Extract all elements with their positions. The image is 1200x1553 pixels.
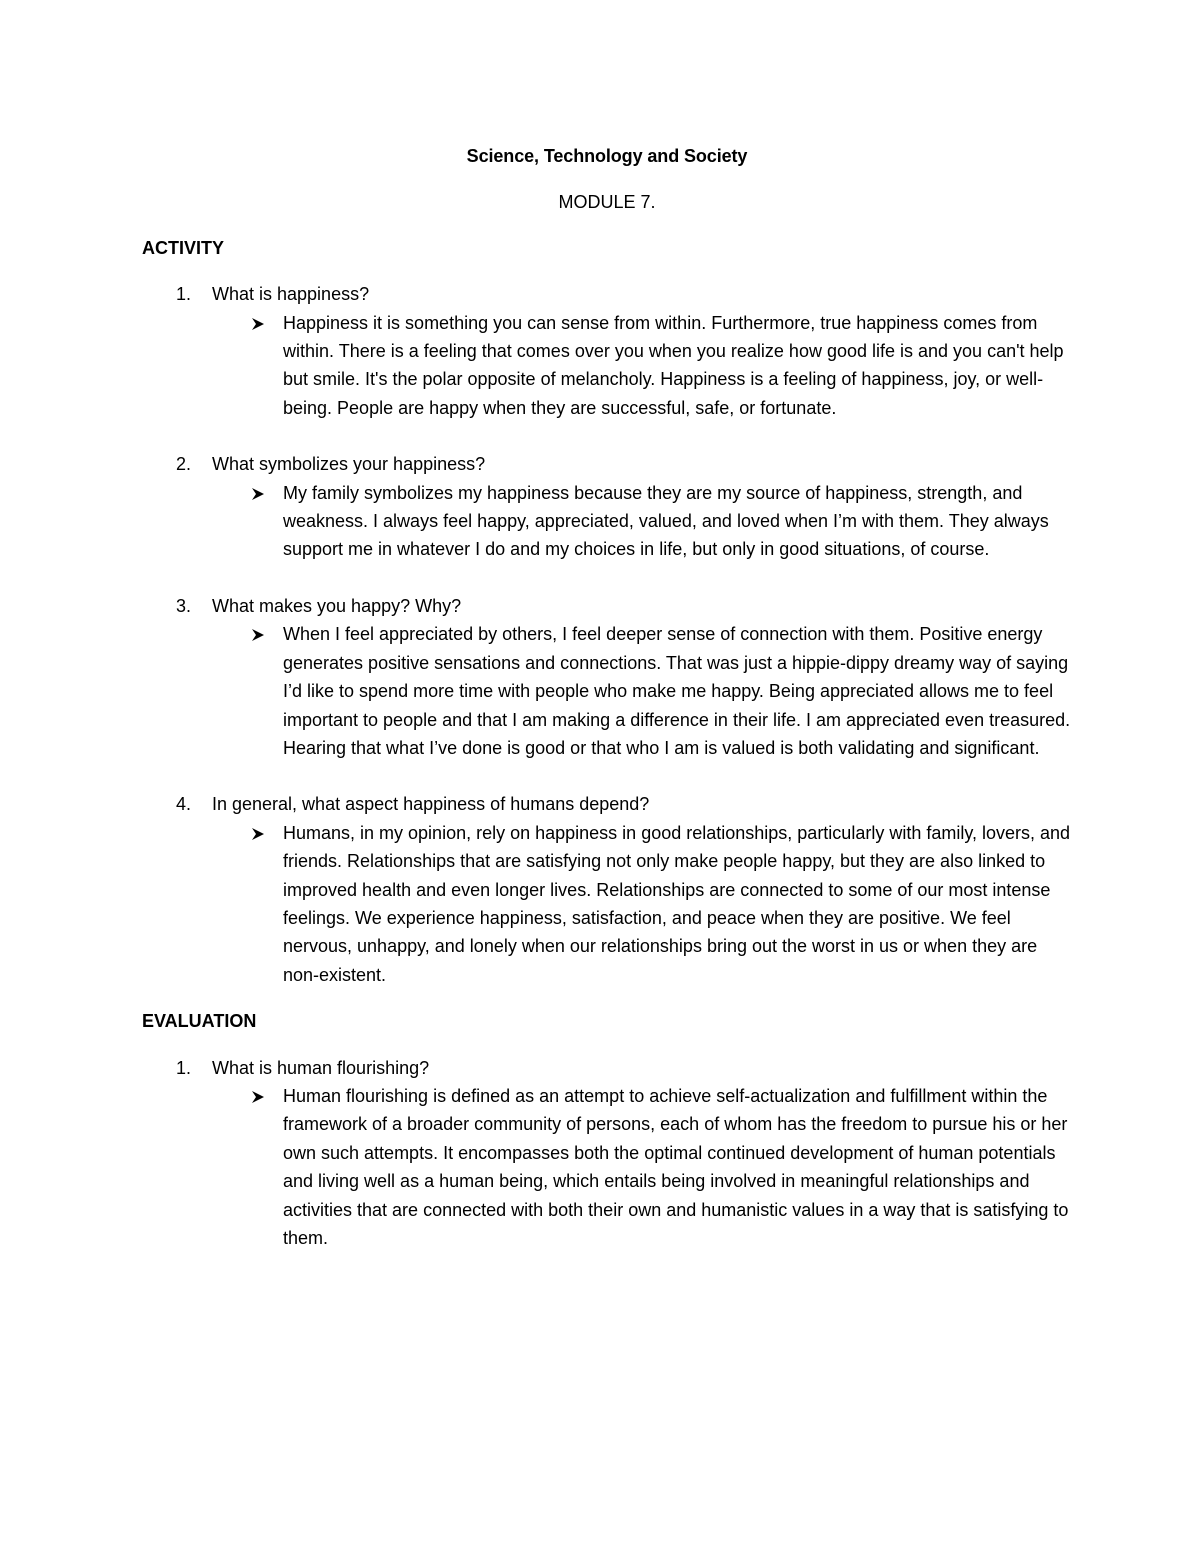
question-number: 1. bbox=[176, 284, 192, 305]
answer-text: When I feel appreciated by others, I feel deeper sense of connection with them. Positive energy generates positive sensations and connections. That was just a hippie-dippy dreamy way of saying I’d like to spend more time with people who make me happy. Being appreciated allows me to feel important to people and that I am making a difference in their life. I am appreciated even treasured. Hearing that what I’ve done is good or that who I am is valued is both validating and significant. bbox=[283, 624, 1071, 758]
question-row bbox=[142, 592, 1072, 620]
activity-item-2 bbox=[142, 450, 1072, 564]
activity-heading: ACTIVITY bbox=[142, 237, 225, 258]
arrowhead-bullet-icon bbox=[251, 479, 283, 507]
answer-text: My family symbolizes my happiness because they are my source of happiness, strength, and weakness. I always feel happy, appreciated, valued, and loved when I’m with them. They always support me in whatever I do and my choices in life, but only in good situations, of course. bbox=[283, 482, 1049, 560]
question-text: What symbolizes your happiness? bbox=[212, 454, 486, 475]
question-number: 1. bbox=[176, 1057, 192, 1078]
answer-row bbox=[142, 819, 1072, 989]
arrowhead-bullet-icon bbox=[251, 309, 283, 337]
question-text: What is happiness? bbox=[212, 284, 370, 305]
question-row bbox=[142, 450, 1072, 478]
arrowhead-bullet-icon bbox=[251, 620, 283, 648]
section-spacer bbox=[142, 989, 1072, 1007]
activity-item-4 bbox=[142, 790, 1072, 989]
answer-text: Happiness it is something you can sense from within. Furthermore, true happiness comes from within. There is a feeling that comes over you when you realize how good life is and you can't help but smile. It's the polar opposite of melancholy. Happiness is a feeling of happiness, joy, or well-being. People are happy when they are successful, safe, or fortunate. bbox=[283, 312, 1064, 418]
document-body bbox=[142, 142, 1072, 1252]
activity-question-list bbox=[142, 280, 1072, 989]
answer-row bbox=[142, 620, 1072, 762]
question-number: 2. bbox=[176, 454, 192, 475]
document-title: Science, Technology and Society bbox=[466, 146, 748, 166]
question-text: What makes you happy? Why? bbox=[212, 595, 462, 616]
question-number: 3. bbox=[176, 595, 192, 616]
question-number: 4. bbox=[176, 794, 192, 815]
arrowhead-bullet-icon bbox=[251, 819, 283, 847]
evaluation-question-list bbox=[142, 1054, 1072, 1253]
arrowhead-bullet-icon bbox=[251, 1082, 283, 1110]
question-text: What is human flourishing? bbox=[212, 1057, 430, 1078]
answer-row bbox=[142, 1082, 1072, 1252]
answer-text: Human flourishing is defined as an attempt to achieve self-actualization and fulfillment within the framework of a broader community of persons, each of whom has the freedom to pursue his or her own such attempts. It encompasses both the optimal continued development of human potentials and living well as a human being, which entails being involved in meaningful relationships and activities that are connected with both their own and humanistic values in a way that is satisfying to them. bbox=[283, 1085, 1069, 1248]
answer-text: Humans, in my opinion, rely on happiness in good relationships, particularly with family, lovers, and friends. Relationships that are satisfying not only make people happy, but they are also linked to improved health and even longer lives. Relationships are connected to some of our most intense feelings. We experience happiness, satisfaction, and peace when they are positive. We feel nervous, unhappy, and lonely when our relationships bring out the worst in us or when they are non-existent. bbox=[283, 822, 1071, 985]
question-row bbox=[142, 790, 1072, 818]
question-text: In general, what aspect happiness of humans depend? bbox=[212, 794, 650, 815]
question-row bbox=[142, 1054, 1072, 1082]
question-row bbox=[142, 280, 1072, 308]
evaluation-item-1 bbox=[142, 1054, 1072, 1253]
answer-row bbox=[142, 479, 1072, 564]
activity-item-3 bbox=[142, 592, 1072, 762]
activity-item-1 bbox=[142, 280, 1072, 422]
module-label: MODULE 7. bbox=[558, 192, 656, 213]
answer-row bbox=[142, 309, 1072, 423]
evaluation-heading: EVALUATION bbox=[142, 1011, 257, 1032]
